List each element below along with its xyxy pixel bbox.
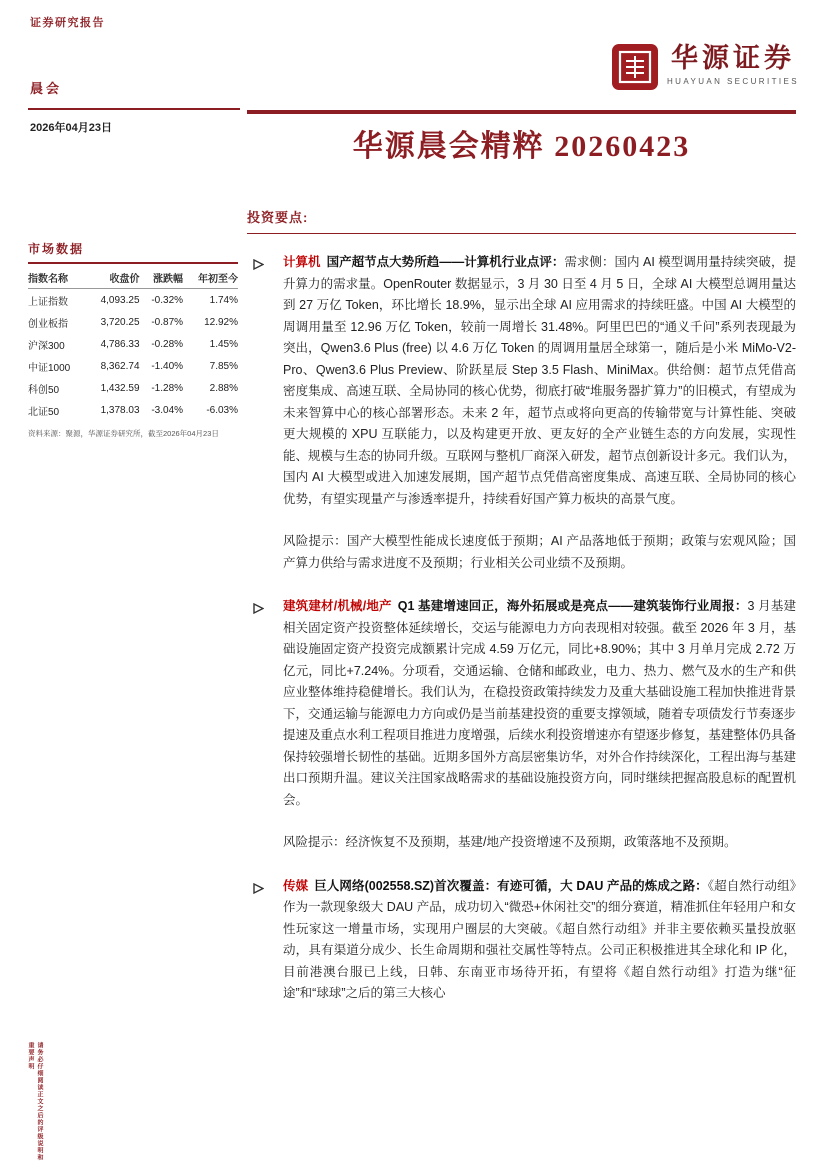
- disclaimer-vertical-text: 请务必仔细阅读正文之后的评级说明和重要声明: [27, 1042, 42, 1161]
- digest-content: [247, 252, 796, 1027]
- report-type-label: 证券研究报告: [30, 17, 105, 29]
- item-body: 3 月基建相关固定资产投资整体延续增长，交运与能源电力方向表现相对较强。截至 2026 年 3 月，基础设施固定资产投资完成额累计完成 4.59 万亿元，同比+8.90%；其中 3 月单月完成 2.72 万亿元，同比+7.24%。分项看，交通运输、仓储和邮政业，电力、热力、燃气及水的生产和供应业整体维持稳健增长。我们认为，在稳投资政策持续发力及重大基础设施工程加快推进背景下，交通运输与能源电力方向或仍是当前基建投资的重要支撑领域，随着专项债发行节奏逐步提速及重点水利工程项目推进力度增强，后续水利投资增速亦有望逐步修复，基建整体仍具备保持较强增长韧性的基础。近期多国外方高层密集访华，对外合作持续深化，工程出海与基建出口预期升温。建议关注国家战略需求的基础设施投资方向，同时继续把握高股息标的配置机会。: [283, 599, 796, 807]
- industry-tag: 传媒: [283, 878, 309, 893]
- table-row: 科创50 1,432.59 -1.28% 2.88%: [28, 382, 238, 396]
- section-title-investment-points: 投资要点:: [247, 207, 796, 234]
- item-paragraph: [283, 252, 796, 510]
- item-title: Q1 基建增速回正，海外拓展或是亮点——建筑装饰行业周报：: [397, 599, 748, 613]
- item-paragraph: [283, 876, 796, 1005]
- title-divider: [247, 110, 796, 114]
- item-paragraph: [283, 596, 796, 811]
- bullet-arrow-icon: [253, 601, 264, 612]
- report-category: 晨会: [30, 81, 63, 96]
- market-data-title: 市场数据: [28, 240, 238, 264]
- left-divider: [28, 108, 240, 110]
- table-row: 上证指数 4,093.25 -0.32% 1.74%: [28, 294, 238, 308]
- data-source-note: 资料来源：聚源，华源证券研究所，截至2026年04月23日: [28, 429, 219, 438]
- table-row: 中证1000 8,362.74 -1.40% 7.85%: [28, 360, 238, 374]
- page-title: 华源晨会精粹 20260423: [352, 130, 691, 163]
- brand-name: [667, 44, 799, 86]
- item-body: 需求侧：国内 AI 模型调用量持续突破，提升算力的需求量。OpenRouter 数据显示，3 月 30 日至 4 月 5 日，全球 AI 大模型总调用量达到 27 万亿 Token，环比增长 18.9%，显示出全球 AI 应用需求的持续旺盛。中国 AI 大模型的周调用量至 12.96 万亿 Token，较前一周增长 31.48%。阿里巴巴的“通义千问”系列表现最为突出，Qwen3.6 Plus (free) 以 4.6 万亿 Token 的周调用量居全球第一，随后是小米 MiMo-V2-Pro、Qwen3.6 Plus Preview、阶跃星辰 Step 3.5 Flash、MiniMax。供给侧：超节点凭借高密度集成、高速互联、全局协同的核心优势，彻底打破“堆服务器扩算力”的旧模式，有望成为未来智算中心的核心部署形态。未来 2 年，超节点或将向更高的传输带宽与计算性能、突破更大规模的 XPU 互联能力，以及构建更开放、更友好的全产业链生态的方向发展，实现性能、规模与生态的协同升级。互联网与整机厂商深入研发，超节点创新设计多元。我们认为，国内 AI 大模型或进入加速发展期，国产超节点凭借高密度集成、高速互联、全局协同的核心优势，有望实现量产与渗透率提升，持续看好国产算力板块的高景气度。: [283, 255, 796, 506]
- industry-tag: 计算机: [283, 255, 321, 269]
- col-header-close: 收盘价: [86, 266, 139, 289]
- report-date: 2026年04月23日: [30, 122, 112, 134]
- brand-block: [612, 44, 799, 90]
- bullet-arrow-icon: [253, 881, 264, 892]
- digest-item-computer: [247, 252, 796, 574]
- table-row: 北证50 1,378.03 -3.04% -6.03%: [28, 404, 238, 418]
- col-header-ytd: 年初至今: [183, 266, 238, 289]
- table-row: 创业板指 3,720.25 -0.87% 12.92%: [28, 316, 238, 330]
- table-header-row: [28, 266, 238, 289]
- brand-name-cn: 华源证券: [670, 43, 795, 73]
- bullet-arrow-icon: [253, 257, 264, 268]
- item-body: 《超自然行动组》作为一款现象级大 DAU 产品，成功切入“微恐+休闲社交”的细分赛道，精准抓住年轻用户和女性玩家这一增量市场，实现用户圈层的大突破。《超自然行动组》并非主要依赖买量投放驱动，具有渠道分成少、长生命周期和强社交属性等特点。公司正积极推进其全球化和 IP 化，目前港澳台服已上线，日韩、东南亚市场待开拓，有望将《超自然行动组》打造为继“征途”和“球球”之后的第三大核心: [283, 878, 796, 1000]
- item-title: 国产超节点大势所趋——计算机行业点评：: [326, 255, 565, 269]
- risk-note: 风险提示：经济恢复不及预期，基建/地产投资增速不及预期，政策落地不及预期。: [283, 835, 737, 849]
- market-data-table: [28, 266, 238, 421]
- market-data-panel: [28, 240, 238, 440]
- col-header-change: 涨跌幅: [140, 266, 184, 289]
- col-header-index-name: 指数名称: [28, 266, 86, 289]
- digest-item-media: [247, 876, 796, 1005]
- huayuan-seal-logo-icon: [612, 44, 658, 90]
- item-title: 巨人网络(002558.SZ)首次覆盖：有迹可循，大 DAU 产品的炼成之路：: [314, 878, 708, 893]
- table-row: 沪深300 4,786.33 -0.28% 1.45%: [28, 338, 238, 352]
- risk-note: 风险提示：国产大模型性能成长速度低于预期；AI 产品落地低于预期；政策与宏观风险；国产算力供给与需求进度不及预期；行业相关公司业绩不及预期。: [283, 534, 796, 570]
- digest-item-construction: [247, 596, 796, 854]
- brand-name-en: HUAYUAN SECURITIES: [667, 76, 799, 86]
- industry-tag: 建筑建材/机械/地产: [283, 599, 392, 613]
